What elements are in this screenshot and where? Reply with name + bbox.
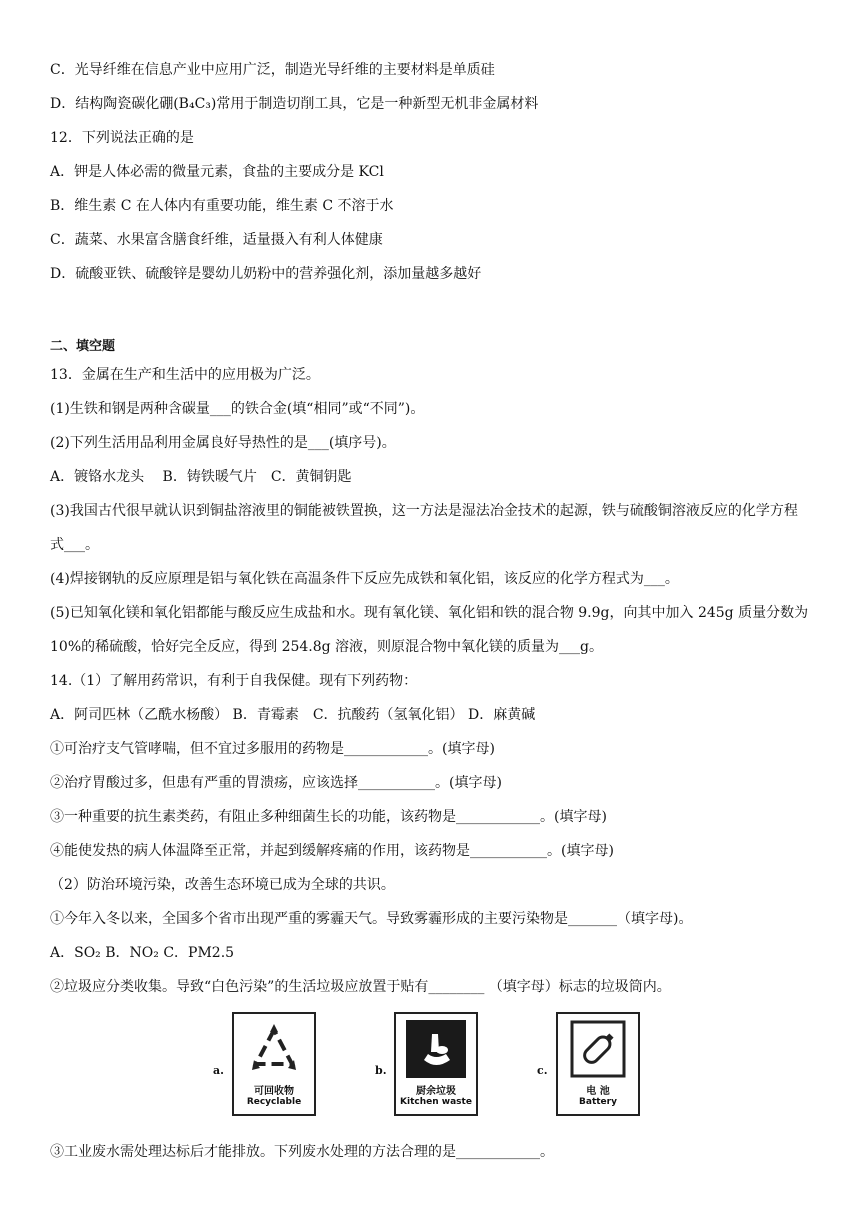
recycle-icon [244, 1020, 304, 1078]
bin-recyclable-label: 可回收物 [254, 1086, 294, 1097]
q12-option-c: C．蔬菜、水果富含膳食纤维，适量摄入有利人体健康 [50, 232, 383, 248]
q13-part-2: (2)下列生活用品利用金属良好导热性的是___(填序号)。 [50, 435, 396, 451]
section-title: 二、填空题 [50, 339, 116, 354]
q11-option-d: D．结构陶瓷碳化硼(B₄C₃)常用于制造切削工具，它是一种新型无机非金属材料 [50, 96, 539, 112]
q14-env-item-1: ①今年入冬以来，全国多个省市出现严重的雾霾天气。导致雾霾形成的主要污染物是_______（填字母)。 [50, 911, 693, 927]
q14-stem: 14.（1）了解用药常识，有利于自我保健。现有下列药物： [50, 673, 418, 689]
q14-env-item-1-options: A．SO₂ B．NO₂ C．PM2.5 [50, 945, 235, 961]
q11-option-c: C．光导纤维在信息产业中应用广泛，制造光导纤维的主要材料是单质硅 [50, 62, 495, 78]
bin-kitchen-waste-label: 厨余垃圾 [416, 1086, 456, 1097]
q14-env-item-3: ③工业废水需处理达标后才能排放。下列废水处理的方法合理的是____________。 [50, 1144, 554, 1160]
q14-drug-list: A．阿司匹林（乙酰水杨酸） B．青霉素 C．抗酸药（氢氧化铝） D．麻黄碱 [50, 707, 536, 723]
q12-option-d: D．硫酸亚铁、硫酸锌是婴幼儿奶粉中的营养强化剂，添加量越多越好 [50, 266, 482, 282]
bin-kitchen-waste [394, 1012, 478, 1116]
bin-kitchen-waste-english: Kitchen waste [400, 1097, 472, 1107]
q13-part-2-options: A．镀铬水龙头 B．铸铁暖气片 C．黄铜钥匙 [50, 469, 352, 485]
q14-item-1: ①可治疗支气管哮喘，但不宜过多服用的药物是____________。(填字母) [50, 741, 495, 757]
bin-battery-label: 电 池 [586, 1086, 610, 1097]
q14-item-2: ②治疗胃酸过多，但患有严重的胃溃疡，应该选择___________。(填字母) [50, 775, 502, 791]
bin-recyclable-english: Recyclable [246, 1097, 302, 1107]
q14-part-2: （2）防治环境污染，改善生态环境已成为全球的共识。 [50, 877, 395, 893]
q13-stem: 13．金属在生产和生活中的应用极为广泛。 [50, 367, 320, 383]
q13-part-3: (3)我国古代很早就认识到铜盐溶液里的铜能被铁置换，这一方法是湿法冶金技术的起源，铁与硫酸铜溶液反应的化学方程式___。 [50, 503, 798, 553]
battery-icon [568, 1020, 628, 1078]
kitchen-waste-icon [406, 1020, 466, 1078]
bin-a-letter: a. [213, 1064, 224, 1077]
q12-stem: 12．下列说法正确的是 [50, 130, 194, 146]
q14-env-item-2: ②垃圾应分类收集。导致“白色污染”的生活垃圾应放置于贴有________ （填字母）标志的垃圾筒内。 [50, 979, 671, 995]
bin-b-letter: b. [375, 1064, 387, 1077]
waste-bin-labels [200, 1012, 680, 1118]
bin-battery-english: Battery [579, 1097, 617, 1107]
q12-option-a: A．钾是人体必需的微量元素，食盐的主要成分是 KCl [50, 164, 384, 180]
bin-c-letter: c. [537, 1064, 548, 1077]
q13-part-5: (5)已知氧化镁和氧化铝都能与酸反应生成盐和水。现有氧化镁、氧化铝和铁的混合物 9.9g，向其中加入 245g 质量分数为 10%的稀硫酸，恰好完全反应，得到 254.8g 溶液，则原混合物中氧化镁的质量为___g。 [50, 605, 809, 655]
bin-recyclable [232, 1012, 316, 1116]
q14-item-4: ④能使发热的病人体温降至正常，并起到缓解疼痛的作用，该药物是___________。(填字母) [50, 843, 614, 859]
q13-part-1: (1)生铁和钢是两种含碳量___的铁合金(填“相同”或“不同”)。 [50, 401, 425, 417]
bin-battery [556, 1012, 640, 1116]
q13-part-4: (4)焊接钢轨的反应原理是铝与氧化铁在高温条件下反应先成铁和氧化铝，该反应的化学方程式为___。 [50, 571, 679, 587]
q14-item-3: ③一种重要的抗生素类药，有阻止多种细菌生长的功能，该药物是____________。(填字母) [50, 809, 607, 825]
q12-option-b: B．维生素 C 在人体内有重要功能，维生素 C 不溶于水 [50, 198, 394, 214]
